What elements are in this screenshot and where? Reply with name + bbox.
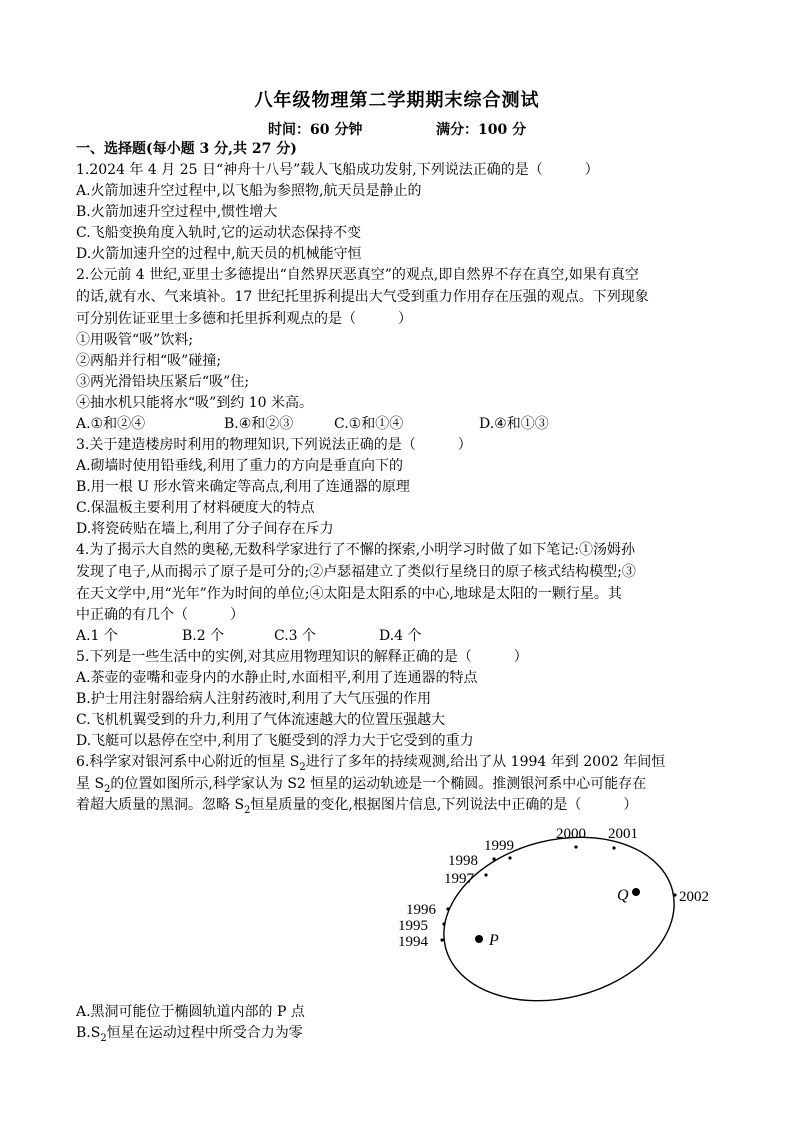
- q4-option-c: C.3 个: [274, 628, 317, 644]
- year-label-1995: 1995: [398, 918, 428, 934]
- orbit-point-1997: [484, 873, 487, 876]
- q4-stem-line4: 中正确的有几个（ ）: [76, 607, 244, 623]
- orbit-ellipse: [426, 815, 691, 1005]
- orbit-point-1999: [508, 856, 511, 859]
- q4-option-a: A.1 个: [76, 628, 118, 644]
- point-q: [632, 888, 640, 896]
- year-label-2001: 2001: [608, 826, 638, 842]
- q2-stem-line1: 2.公元前 4 世纪,亚里士多德提出“自然界厌恶真空”的观点,即自然界不存在真空,如果有真空: [76, 267, 639, 283]
- q4-stem-line2: 发现了电子,从而揭示了原子是可分的;②卢瑟福建立了类似行星绕日的原子核式结构模型;③: [76, 564, 636, 580]
- q2-item-4: ④抽水机只能将水“吸”到约 10 米高。: [76, 395, 314, 411]
- q6-stem-line2: 星 $S_2$的位置如图所示,科学家认为 S2 恒星的运动轨迹是一个椭圆。推测银河系中心可能存在: [76, 776, 647, 795]
- q2-option-d: D.④和①③: [479, 416, 549, 432]
- q3-stem: 3.关于建造楼房时利用的物理知识,下列说法正确的是（ ）: [76, 437, 472, 453]
- q6-option-a: A.黑洞可能位于椭圆轨道内部的 P 点: [76, 1004, 305, 1020]
- q3-option-a: A.砌墙时使用铅垂线,利用了重力的方向是垂直向下的: [76, 458, 404, 474]
- q3-option-c: C.保温板主要利用了材料硬度大的特点: [76, 500, 315, 516]
- orbit-point-1998: [492, 857, 495, 860]
- q2-item-2: ②两船并行相“吸”碰撞;: [76, 353, 222, 369]
- orbit-point-2001: [612, 846, 615, 849]
- q4-option-b: B.2 个: [182, 628, 225, 644]
- orbit-figure: [390, 815, 730, 1005]
- q4-stem-line1: 4.为了揭示大自然的奥秘,无数科学家进行了不懈的探索,小明学习时做了如下笔记:①汤姆孙: [76, 542, 635, 558]
- q5-stem: 5.下列是一些生活中的实例,对其应用物理知识的解释正确的是（ ）: [76, 649, 528, 665]
- q4-option-d: D.4 个: [379, 628, 422, 644]
- q2-stem-line3: 可分别佐证亚里士多德和托里拆利观点的是（ ）: [76, 311, 412, 327]
- exam-time: 时间：60 分钟: [268, 122, 363, 138]
- q6-option-b: $B.S_2$恒星在运动过程中所受合力为零: [76, 1025, 303, 1044]
- orbit-point-2000: [574, 845, 577, 848]
- point-p: [475, 935, 483, 943]
- q2-stem-line2: 的话,就有水、气来填补。17 世纪托里拆利提出大气受到重力作用存在压强的观点。下列现象: [76, 289, 649, 305]
- q1-option-d: D.火箭加速升空的过程中,航天员的机械能守恒: [76, 246, 362, 262]
- q2-option-b: B.④和②③: [224, 416, 294, 432]
- exam-score: 满分：100 分: [436, 122, 527, 138]
- q2-options: [76, 414, 721, 434]
- year-label-1999: 1999: [484, 838, 514, 854]
- q5-option-d: D.飞艇可以悬停在空中,利用了飞艇受到的浮力大于它受到的重力: [76, 733, 474, 749]
- q5-option-c: C.飞机机翼受到的升力,利用了气体流速越大的位置压强越大: [76, 712, 446, 728]
- q3-option-d: D.将瓷砖贴在墙上,利用了分子间存在斥力: [76, 521, 334, 537]
- q1-option-c: C.飞船变换角度入轨时,它的运动状态保持不变: [76, 225, 362, 241]
- q4-options: [76, 626, 721, 646]
- orbit-point-1994: [440, 938, 443, 941]
- year-label-1994: 1994: [398, 934, 428, 950]
- orbit-point-2002: [673, 893, 676, 896]
- q1-stem: 1.2024 年 4 月 25 日“神舟十八号”载人飞船成功发射,下列说法正确的是（ ）: [76, 162, 599, 178]
- q3-option-b: B.用一根 U 形水管来确定等高点,利用了连通器的原理: [76, 479, 410, 495]
- year-label-2002: 2002: [679, 889, 709, 905]
- section-heading: 一、选择题(每小题 3 分,共 27 分): [76, 141, 297, 157]
- point-q-label: Q: [617, 887, 629, 904]
- q5-option-b: B.护士用注射器给病人注射药液时,利用了大气压强的作用: [76, 691, 432, 707]
- orbit-point-1996: [446, 907, 449, 910]
- orbit-point-1995: [442, 922, 445, 925]
- q4-stem-line3: 在天文学中,用“光年”作为时间的单位;④太阳是太阳系的中心,地球是太阳的一颗行星。其: [76, 586, 622, 602]
- exam-title: 八年级物理第二学期期末综合测试: [254, 90, 540, 111]
- year-label-2000: 2000: [556, 826, 586, 842]
- q2-item-3: ③两光滑铅块压紧后“吸”住;: [76, 374, 250, 390]
- q1-option-b: B.火箭加速升空过程中,惯性增大: [76, 204, 278, 220]
- point-p-label: P: [489, 932, 499, 949]
- year-label-1997: 1997: [444, 871, 474, 887]
- q6-stem-line3: 着超大质量的黑洞。忽略 $S_2$恒星质量的变化,根据图片信息,下列说法中正确的是（ ）: [76, 797, 638, 816]
- q1-option-a: A.火箭加速升空过程中,以飞船为参照物,航天员是静止的: [76, 183, 422, 199]
- q5-option-a: A.茶壶的壶嘴和壶身内的水静止时,水面相平,利用了连通器的特点: [76, 670, 478, 686]
- year-label-1996: 1996: [406, 902, 436, 918]
- q6-stem-line1: 6.科学家对银河系中心附近的恒星 $S_2$进行了多年的持续观测,给出了从 1994 年到 2002 年间恒: [76, 754, 666, 773]
- year-label-1998: 1998: [448, 853, 478, 869]
- q2-option-a: A.①和②④: [76, 416, 146, 432]
- q2-option-c: C.①和①④: [334, 416, 404, 432]
- q2-item-1: ①用吸管“吸”饮料;: [76, 332, 194, 348]
